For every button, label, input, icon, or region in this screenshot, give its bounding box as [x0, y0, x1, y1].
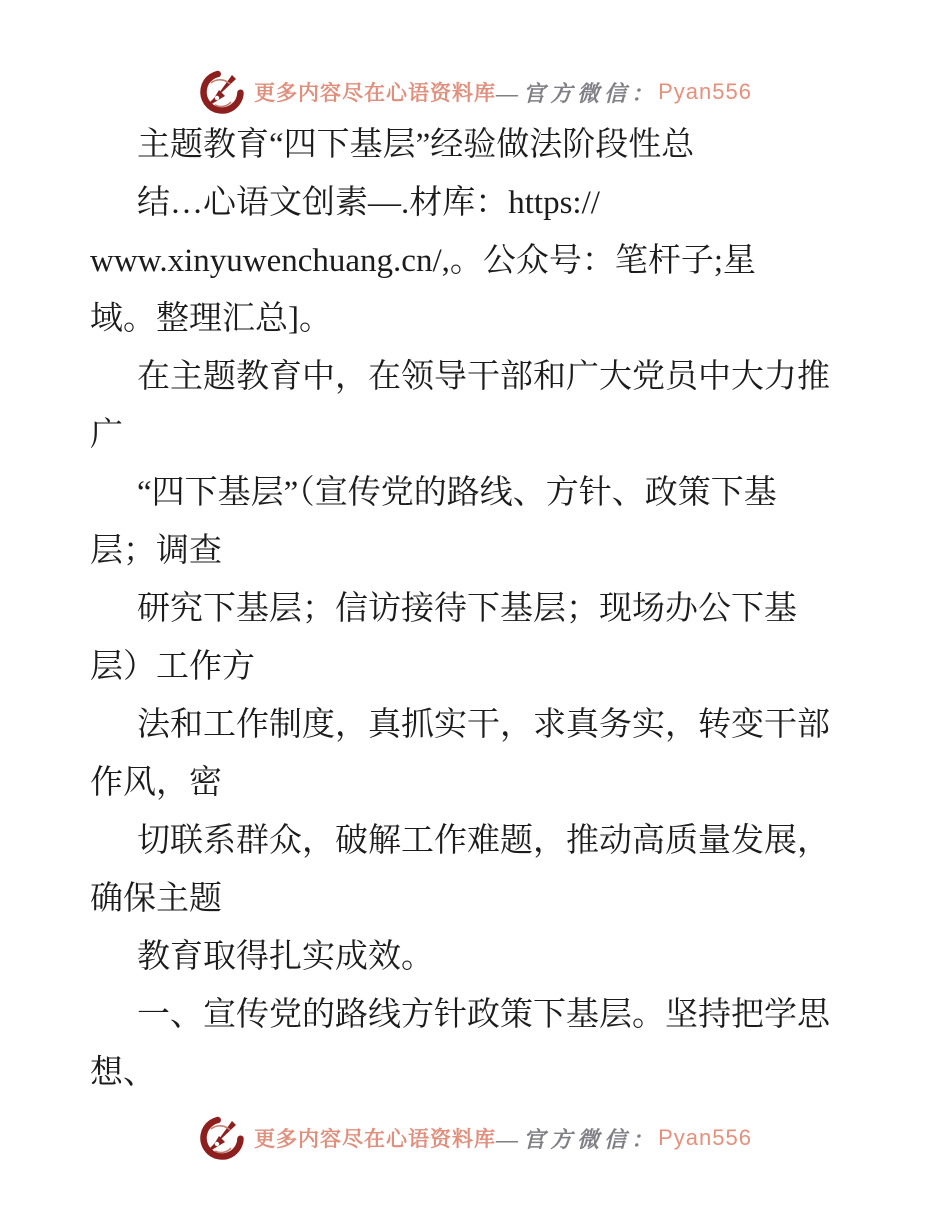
- document-line: 在主题教育中，在领导干部和广大党员中大力推: [137, 359, 830, 395]
- document-line: 法和工作制度，真抓实干，求真务实，转变干部: [137, 707, 830, 743]
- document-line: 一、宣传党的路线方针政策下基层。坚持把学思: [137, 997, 830, 1033]
- watermark-brand-text: 更多内容尽在心语资料库: [254, 81, 497, 105]
- watermark-wechat-id: Pyan556: [658, 79, 752, 104]
- document-line: 主题教育“四下基层”经验做法阶段性总: [137, 127, 695, 163]
- document-body: [90, 116, 880, 1102]
- document-line: 研究下基层；信访接待下基层；现场办公下基: [137, 591, 797, 627]
- watermark-wechat-id: Pyan556: [658, 1125, 752, 1150]
- footer-watermark: [0, 1112, 950, 1164]
- document-line: 确保主题: [90, 881, 222, 917]
- pen-nib-circle-logo-icon: [198, 68, 246, 116]
- document-line: 结…心语文创素—.材库：https://: [137, 185, 600, 221]
- document-line: “四下基层”（宣传党的路线、方针、政策下基: [137, 475, 777, 511]
- document-line: 教育取得扎实成效。: [137, 939, 434, 975]
- pen-nib-circle-logo-icon: [198, 1114, 246, 1162]
- document-line: 作风，密: [90, 765, 222, 801]
- document-line: 层）工作方: [90, 649, 255, 685]
- header-watermark: [0, 66, 950, 118]
- document-line: 域。整理汇总]。: [90, 301, 332, 337]
- document-line: 层；调查: [90, 533, 222, 569]
- document-line: www.xinyuwenchuang.cn/,。公众号：笔杆子;星: [90, 243, 757, 279]
- watermark-brand-text: 更多内容尽在心语资料库: [254, 1127, 497, 1151]
- document-line: 广: [90, 417, 123, 453]
- document-line: 想、: [90, 1055, 156, 1091]
- watermark-channel-label: —官方微信：: [496, 80, 659, 106]
- watermark-channel-label: —官方微信：: [496, 1126, 659, 1152]
- document-line: 切联系群众，破解工作难题，推动高质量发展，: [137, 823, 830, 859]
